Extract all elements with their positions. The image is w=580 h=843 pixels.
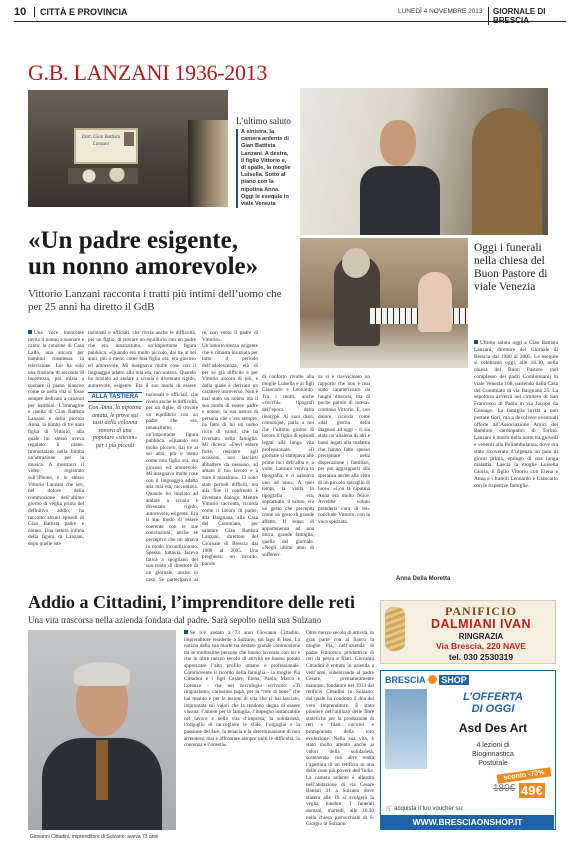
feature-col4-text: di conforto rivolte alla moglie Luisella e ai figli Giancarlo e Leonardo. Tra i molti, anche «vecchi» tipografi dell’epoca della linotype. Ai suoi diari, comunque, parla a noi che l’ultimo giorno di lavoro il figlio di episodi legati alla lunga vita professionale. «Il giornale si stampava alle prime luci dell’alba e, a volte, Lanzani veniva in tipografia, e ci salutava uno ad uno». A quei tempi, la visita in tipografia era, soprattutto, il saluto, era un gesto che percepiti come un gesto di grande affetto. Il senso di appartenenza ad una unica, grande famiglia, quella del giornale. «Negli ultimi anni di sofferen- [262, 374, 314, 559]
photo-cittadini-hair [74, 662, 130, 686]
ad-bakery [380, 600, 556, 664]
ad-shop-old-price: 180€ [493, 783, 516, 794]
ad-shop-discount-badge: sconto -73% [497, 767, 552, 783]
ad-shop-product: Asd Des Art [458, 721, 528, 735]
photo-flowers [68, 168, 138, 184]
caption-title: L’ultimo saluto [236, 116, 291, 126]
bullet-square [28, 330, 32, 334]
ad-shop-offer [433, 691, 553, 715]
funeral-text: Ultimo saluto oggi a Gian Battista Lanzani, direttore del Giornale di Brescia dal 1980 al 2005. Le esequie si celebrano oggi, alle 10.30, nella chiesa del Buon Pastore (nel complesso dei padri Comboniani) in viale Venezia 108, partendo dalla Casa del Commiato di via Bargnana 25. La sepoltura avverrà nel cimitero di San Francesco di Paola in via Jacopo da Gussago. La famiglia invita a non portare fiori, ma a devolvere eventuali offerte all’Associazione Amici dei Bambini cardiopatici di Torino. Lanzani è morto nella notte tra giovedì e venerdì alla Poliambulanza, dove era stato ricoverato d’urgenza un paio di giorni prima, epilogo di una lunga malattia. Lascia la moglie Luisella Gioria, il figlio Vittorio con Elena e Anna e i fratelli Leonardo e Giancarlo con le rispettive famiglie. [474, 340, 558, 489]
article2-column-2 [306, 630, 374, 830]
feature-col2-continued: tuzionali e ufficiali, che rivela anche le difficoltà, per un figlio, di trovare un equilibrio con un padre che era, innanzitutto, un’importante figura pubblica. «Quando ero molto piccolo, dai tre ai sei anni, più o meno come mia figlia ora, era giocoso ed amorevole. Mi insegnava molte cose con il linguaggio adatto alla mia età, raccontava. Quando ho iniziato ad andare a scuola è diventato rigido, autorevole, esigente. Era il suo modo di essere coerente con le sue convinzioni, anche se percepivo che mi amava in modo incondizionato. Spesso, tuttavia, faceva fatica a spogliarsi del suo ruolo di direttore di un giornale, anche in casa. Se partecipavo ai [146, 392, 198, 582]
bullet-square [474, 340, 478, 344]
feature-column-3 [202, 330, 258, 583]
photo-figures [188, 120, 228, 207]
feature-column-2a [88, 330, 196, 390]
feature-col2-text: tuzionali e ufficiali, che rivela anche le difficoltà, per un figlio, di trovare un equilibrio con un padre che era, innanzitutto, un’importante figura pubblica. «Quando ero molto piccolo, dai tre ai sei anni, più o meno come mia figlia ora, era giocoso ed amorevole. Mi insegnava molte cose con il linguaggio adatto alla mia età, raccontava. Quando ho iniziato ad andare a scuola è diventato rigido, autorevole, esigente. Era il suo modo di essere [88, 330, 196, 389]
article2-subhead: Una vita trascorsa nella azienda fondata dal padre. Sarà sepolto nella sua Sulzano [28, 615, 322, 625]
ad-bakery-title: PANIFICIO [444, 604, 518, 618]
photo-piano [300, 238, 468, 368]
article2-column-1 [184, 630, 300, 835]
feature-kicker: G.B. LANZANI 1936-2013 [28, 60, 268, 85]
sidebar-label: ALLA TASTIERA [88, 392, 142, 402]
funeral-headline: Oggi i funerali nella chiesa del Buon Pastore di viale Venezia [474, 242, 548, 293]
photo-grandfather-head [342, 248, 370, 278]
feature-column-1 [28, 330, 84, 583]
photo-man-body [360, 166, 440, 235]
sidebar-quote-box [88, 392, 142, 451]
ad-shop-desc-line2: Bioginnastica [472, 751, 514, 758]
headline-line-2: un nonno amorevole» [28, 253, 259, 280]
ad-bakery-phone: tel. 030 2530319 [448, 652, 514, 662]
ad-shop-new-price: 49€ [521, 783, 543, 798]
feature-byline: Anna Della Moretta [396, 576, 451, 582]
ad-shop-image [385, 689, 427, 769]
ad-shop-brand-left: BRESCIA [385, 675, 426, 685]
issue-date: LUNEDÌ 4 NOVEMBRE 2013 [398, 8, 483, 15]
photo-cittadini-caption: Giovanni Cittadini, imprenditore di Sulzano: aveva 73 anni [30, 834, 159, 840]
cart-icon: 🛒 [385, 806, 393, 812]
ad-shop-description [433, 741, 553, 768]
feature-column-5 [318, 374, 370, 570]
ad-shop-brand [385, 675, 469, 685]
funeral-body [474, 340, 558, 585]
feature-headline [28, 228, 298, 280]
headline-line-1: «Un padre esigente, [28, 227, 238, 254]
feature-col3-text: re, non verso il padre di Vittorio». Un’autorevolezza esigente che è rimasta invariata per tutto il periodo dell’adolescenza, età di per sé già difficile e per Vittorio ancora di più, e dalla quale è derivato un carattere introverso. Non è mai stato un nonno ma il suo modo di essere padre e nonno, la sua natura di persona che c’era sempre, ha fatto di lui un uomo ricco di valori, che ha riversato nella famiglia. Mi diceva: «Devi essere forte, resistere agli scossoni, non lasciarti abbattere da nessuno, ad amare il tuo lavoro e a dare il massimo». Ci sono stati periodi difficili, ma alla fine il confronto è diventato dialogo. Mentre Vittorio racconta, ricorda come il lavoro di padre, alla Bargnana, alla Casa del Commiato, per salutare Gian Battista Lanzani, direttore del Giornale di Brescia dal 1980 al 2005. Una preghiera, un ricordo, parole [202, 330, 258, 567]
feature-subhead: Vittorio Lanzani racconta i tratti più intimi dell’uomo che per 25 anni ha diretto il GdB [28, 288, 282, 313]
ad-shop-logo-icon [428, 675, 437, 684]
page-number: 10 [14, 6, 27, 18]
ad-shop-desc-line1: 4 lezioni di [476, 742, 510, 749]
ad-shop-offer-line1: L’OFFERTA [463, 691, 523, 703]
article2-headline: Addio a Cittadini, l’imprenditore delle reti [28, 592, 355, 612]
caption-body: A sinistra, la camera ardente di Gian Battista Lanzani. A destra, il figlio Vittorio e, di spalle, la moglie Luisella. Sotto al piano con la nipotina Anna. Oggi le esequie in viale Venezia [236, 129, 292, 208]
feature-column-4 [262, 374, 314, 583]
photo-child [418, 272, 452, 332]
article2-col2-text: Oltre mezzo secolo di attività, in gran parte con al fianco la moglie Pia, nell’azienda di padre Francesco produttrice di reti da pesca e filati. Giovanni Cittadini è entrato in azienda a vent’anni, subentrando al padre Cesare, prematuramente mancato, fondatore nel 1933 del retificio Cittadini in Sulzano, dal quale ha condotto il dna del vero imprenditore. È stato pioniere nell’utilizzo delle fibre sintetiche per la produzione di reti e filati cucirini e protagonista della loro evoluzione. Nella sua vita, è stato molto attento anche ai valori della solidarietà, sostenendo con altre realtà l’apertura di un retificio in una delle zone più povere dell’India. La camera ardente è allestita nell’abitazione di via Cesare Battisti 31 a Sulzano dove stasera alle 19 si svolgerà la veglia funebre. I funerali domani, martedì, alle 10.30 nella chiesa parrocchiale di S. Giorgio in Sulzano. [306, 630, 374, 828]
photo-caption-box [236, 116, 292, 208]
photo-chapel-plaque [28, 90, 228, 207]
feature-col1-text: Una voce innocente invita il nonno a suonare e canta: la canzone di Casa Lallo, una sitcom per bambini trasmessa in televisione. Lui ha solo una frazione di secondo di incertezza, poi inizia a suonare il piano biancoo come se nella vita si fosse sempre dedicato a canzoni per bambini. L’immagine è quella di Gian Battista Lanzani e della piccola Anna, la bimba di tre anni figlia di Vittorio, alla quale lui stesso aveva regalato il piano. Immortalato nella bimba un’attrazione per la musica. A mostrarci il video, registrato sull’iPhone, è lo stesso Vittorio Lanzani che ieri, nel dolore della commozione dell’ultimo giorno di veglia prima del definitivo addio, ha raccolto alcuni episodi di Gian Battista padre e nonno. Una lettura intima della figura di Lanzani, dopo quelle isti- [28, 330, 84, 547]
ad-shop-offer-line2: DI OGGI [471, 703, 515, 715]
photo-cittadini [28, 630, 176, 830]
photo-son-wife [300, 88, 548, 235]
bullet-square [184, 630, 188, 634]
photo-cittadini-tie [96, 740, 108, 800]
ad-shop-brand-right: SHOP [441, 675, 467, 685]
photo-portrait [124, 132, 134, 146]
feature-col5-text: za si è riavvicinato un rapporto che non è mai stato caratterizzato da lunghi discorsi, ma di poche parole di intesa» continua Vittorio. E, con dolore, ricorda come «dal giorno della diagnosi ad oggi – vi sia stata un’altalena di alti e bassi legati alla malattia che hanno fatto spesso precipitare nella disperazione i familiari, per poi aggrapparsi alla speranza anche alla vista di un piccolo spiraglio di luce». «Con la nipotina Anna era molto felice. Avrebbe voluto prendersi cura di lei» conclude Vittorio, con la voce spezzata. [318, 374, 370, 526]
ad-bakery-wheat-icon [385, 607, 405, 651]
page-header [14, 6, 566, 25]
ad-shop-cta [385, 805, 464, 812]
article2-col1-text: Se n’è andato a 73 anni Giovanni Cittadini, imprenditore residente a Sulzano, sul lago di Iseo. La notizia della sua morte ha destato grande commozione tra le moltissime persone che hanno lavorato con lui e che in oltre mezzo secolo di attività ne hanno potuto apprezzare l’alto profilo umano e professionale. Commovente il ricordo della famiglia - la moglie Pia Cittadini e i figli Cesare, Elena, Paola, Marco e Lorenzo - che nel necrologio scrivono: «Ti ringraziamo, carissimo papà, per la “rete di bene” che hai tessuto e per le lezioni di vita che ci hai lasciato, improntata sui valori che la rendono degna di essere vissuta: l’amore per la famiglia, l’impegno instancabile nel lavoro e nella vita d’impresa, la solidarietà, l’orgoglio di raccogliere le sfide, l’orgoglio e la passione del fare, la tenacia e la determinazione di non arrendersi mai e affrontare sempre uniti le difficoltà, la coerenza e l’onestà». [184, 630, 300, 749]
ad-bakery-name: DALMIANI IVAN [430, 617, 531, 631]
section-name: CITTÀ E PROVINCIA [34, 7, 128, 17]
photo-plaque-text: Dott. Gian Battista Lanzani [81, 135, 121, 147]
ad-shop-cta-text: acquista il tuo voucher su: [394, 806, 464, 812]
ad-shop-url[interactable]: WWW.BRESCIAONSHOP.IT [381, 815, 554, 829]
ad-bakery-thanks: RINGRAZIA [458, 632, 504, 641]
photo-man-head [380, 120, 416, 166]
feature-column-2b [146, 392, 198, 582]
sidebar-quote: Con Anna, la nipotina amata, le prove sui tasti della colonna sonora di una popolare «sitcom» per i più piccoli [88, 405, 142, 449]
ad-shop-desc-line3: Posturale [478, 760, 508, 767]
ad-bakery-address: Via Brescia, 220 NAVE [436, 641, 526, 651]
ad-shop [380, 670, 556, 830]
photo-woman-hair [472, 108, 542, 235]
newspaper-name: GIORNALE DI BRESCIA [488, 7, 566, 25]
